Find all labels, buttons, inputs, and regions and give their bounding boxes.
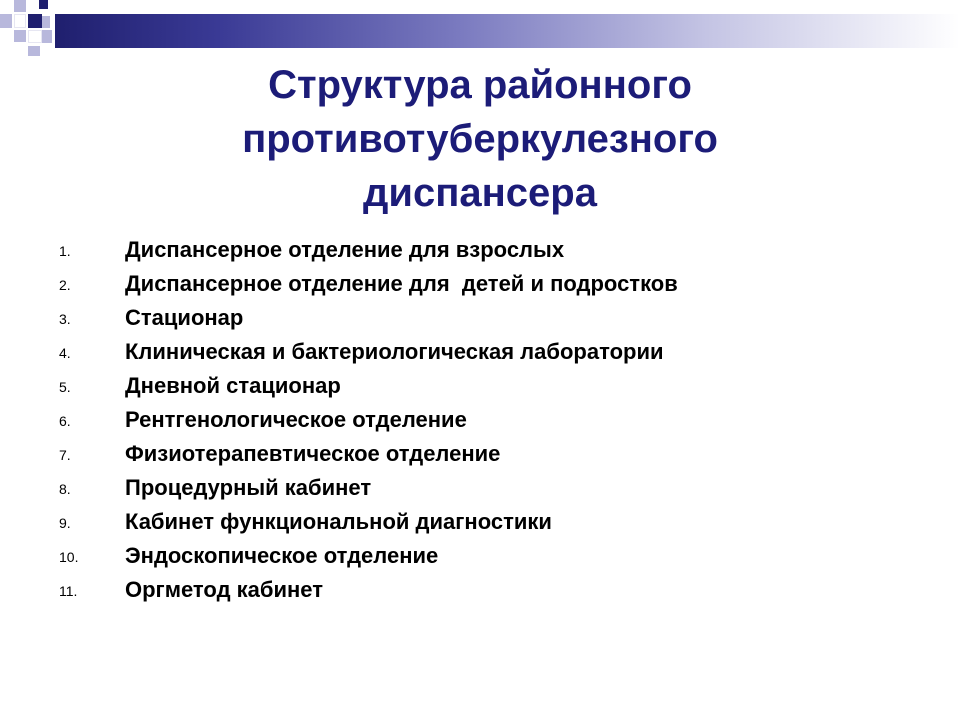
list-item [0, 370, 900, 404]
list-item-text: Физиотерапевтическое отделение [125, 441, 501, 466]
title-line: противотуберкулезного [242, 117, 718, 161]
structure-list [0, 234, 900, 608]
list-item-text: Процедурный кабинет [125, 475, 372, 500]
title-line: Структура районного [268, 63, 692, 107]
list-item [0, 574, 900, 608]
list-item-number: 2. [59, 277, 71, 293]
decorative-gradient-band [55, 14, 960, 48]
list-item-number: 4. [59, 345, 71, 361]
list-item-number: 5. [59, 379, 71, 395]
list-item-number: 10. [59, 549, 79, 565]
decorative-square [14, 14, 26, 28]
list-item-text: Кабинет функциональной диагностики [125, 509, 552, 534]
decorative-square [28, 14, 42, 28]
list-item-number: 7. [59, 447, 71, 463]
list-item-text: Оргметод кабинет [125, 577, 324, 602]
decorative-square [39, 0, 48, 9]
slide-title [100, 58, 860, 220]
list-item [0, 268, 900, 302]
decorative-square [0, 14, 12, 28]
list-item-text: Клиническая и бактериологическая лаборатории [125, 339, 664, 364]
list-item [0, 404, 900, 438]
list-item-text: Эндоскопическое отделение [125, 543, 439, 568]
list-item [0, 336, 900, 370]
list-item [0, 234, 900, 268]
list-item [0, 472, 900, 506]
decorative-square [28, 46, 40, 56]
list-item [0, 302, 900, 336]
list-item-text: Диспансерное отделение для детей и подростков [125, 271, 678, 296]
list-item-number: 9. [59, 515, 71, 531]
list-item-text: Стационар [125, 305, 244, 330]
list-item-number: 11. [59, 583, 78, 599]
list-item-number: 6. [59, 413, 71, 429]
list-item [0, 540, 900, 574]
list-item-text: Диспансерное отделение для взрослых [125, 237, 565, 262]
decorative-square [14, 30, 26, 42]
list-item-number: 1. [59, 243, 71, 259]
list-item-number: 8. [59, 481, 71, 497]
list-item-number: 3. [59, 311, 71, 327]
list-item [0, 506, 900, 540]
decorative-square [42, 30, 52, 43]
decorative-square [14, 0, 26, 12]
list-item-text: Дневной стационар [125, 373, 341, 398]
list-item [0, 438, 900, 472]
decorative-square [28, 30, 42, 43]
list-item-text: Рентгенологическое отделение [125, 407, 467, 432]
title-line: диспансера [363, 171, 597, 215]
decorative-square [42, 16, 50, 28]
